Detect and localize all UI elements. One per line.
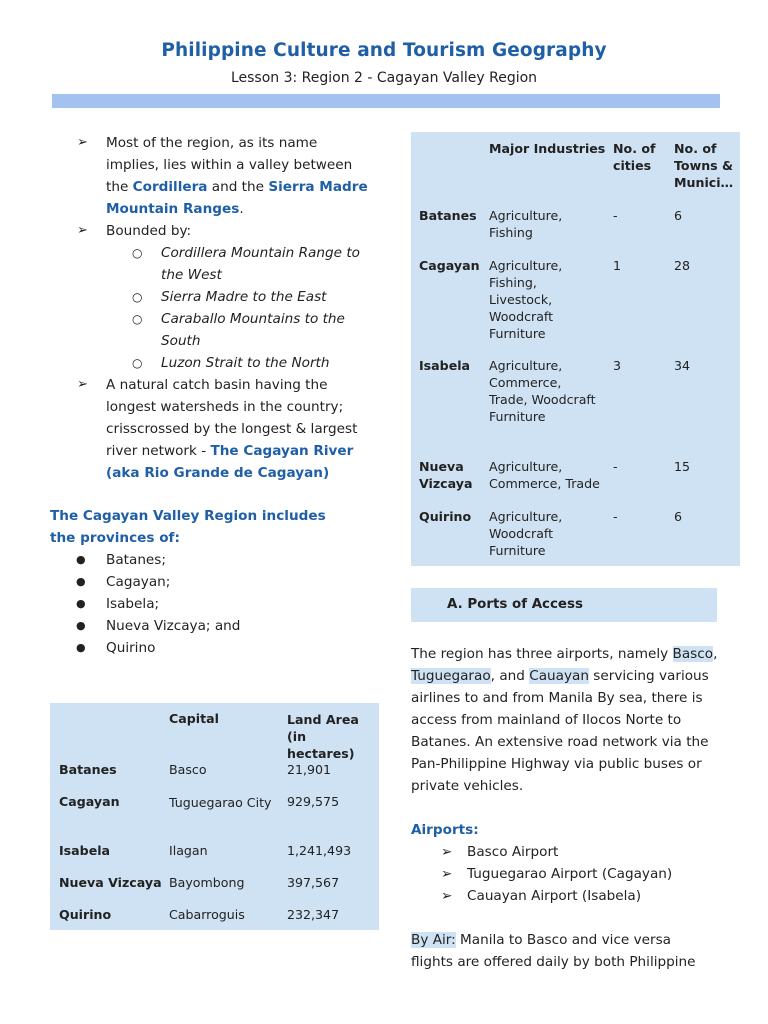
table-cell-towns: 6	[674, 509, 683, 524]
table-cell-towns: 15	[674, 459, 691, 474]
table-cell-industries: Agriculture, Fishing, Livestock, Woodcraft Furniture	[489, 258, 563, 341]
table-cell-province: Nueva Vizcaya	[419, 459, 473, 491]
table-cell-capital: Tuguegarao City	[169, 795, 272, 810]
bullet-valley	[50, 132, 370, 220]
arrow-bullet-icon: ➢	[77, 135, 88, 150]
table-cell-area: 21,901	[287, 762, 332, 777]
table-header-industries: Major Industries	[489, 141, 606, 156]
table-row	[411, 207, 740, 257]
table-cell-area: 397,567	[287, 875, 340, 890]
bullet-text: A natural catch basin having the longest watersheds in the country; crisscrossed by the longest & largest river network -	[106, 377, 358, 459]
dot-bullet-icon: ●	[76, 597, 86, 610]
table-cell-towns: 34	[674, 358, 691, 373]
title-divider-bar	[52, 94, 720, 108]
province-name: Quirino	[106, 640, 156, 656]
circle-bullet-icon: ○	[132, 312, 143, 326]
province-item	[50, 637, 370, 659]
airport-item	[411, 863, 731, 885]
dot-bullet-icon: ●	[76, 553, 86, 566]
table-cell-cities: 3	[613, 358, 622, 373]
tuguegarao-highlight: Tuguegarao	[411, 668, 491, 684]
paragraph-text: servicing various airlines to and from Manila By sea, there is access from mainland of Ilocos Norte to Batanes. An extensive road network via the Pan-Philippine Highway via public buses or private vehicles.	[411, 668, 709, 794]
province-name: Batanes;	[106, 552, 166, 568]
table-cell-cities: -	[613, 459, 618, 474]
by-air-label: By Air:	[411, 932, 456, 948]
province-item	[50, 593, 370, 615]
bullet-bounded	[50, 220, 370, 242]
table-header	[50, 703, 169, 762]
airport-item	[411, 841, 731, 863]
bullet-text: and the	[207, 179, 269, 195]
by-air-paragraph	[411, 929, 711, 973]
airports-section	[411, 819, 731, 907]
bounded-item	[50, 308, 370, 352]
cordillera-highlight: Cordillera	[132, 179, 208, 195]
table-cell-towns: 6	[674, 208, 683, 223]
circle-bullet-icon: ○	[132, 246, 143, 260]
circle-bullet-icon: ○	[132, 290, 143, 304]
paragraph-text: , and	[490, 668, 530, 684]
paragraph-text: ,	[713, 646, 718, 662]
table-row	[50, 875, 379, 907]
bounded-item	[50, 286, 370, 308]
paragraph-text: The region has three airports, namely	[411, 646, 673, 662]
province-name: Cagayan;	[106, 574, 171, 590]
bounded-item-text: Luzon Strait to the North	[161, 355, 330, 371]
province-name: Nueva Vizcaya; and	[106, 618, 241, 634]
table-header-capital: Capital	[169, 711, 219, 726]
capital-land-area-table	[50, 703, 379, 930]
table-row	[411, 458, 740, 508]
arrow-bullet-icon: ➢	[441, 866, 453, 882]
table-cell-province: Quirino	[59, 907, 112, 922]
table-cell-capital: Ilagan	[169, 843, 208, 858]
bounded-item	[50, 352, 370, 374]
bounded-item-text: Sierra Madre to the East	[161, 289, 327, 305]
major-industries-table	[411, 132, 740, 566]
table-header-cities: No. of cities	[613, 141, 656, 173]
table-header	[411, 132, 489, 207]
dot-bullet-icon: ●	[76, 641, 86, 654]
province-name: Isabela;	[106, 596, 160, 612]
province-item	[50, 571, 370, 593]
sierra-madre-highlight: Sierra Madre Mountain Ranges	[106, 179, 368, 217]
bounded-item	[50, 242, 370, 286]
table-cell-province: Cagayan	[59, 794, 120, 809]
bullet-text: Most of the region, as its name implies, lies within a valley between the	[106, 135, 353, 195]
dot-bullet-icon: ●	[76, 575, 86, 588]
table-cell-province: Cagayan	[419, 258, 480, 273]
by-air-text: Manila to Basco and vice versa flights are offered daily by both Philippine	[411, 932, 696, 970]
table-cell-capital: Bayombong	[169, 875, 245, 890]
bullet-text: .	[239, 201, 244, 217]
province-item	[50, 549, 370, 571]
provinces-heading: The Cagayan Valley Region includes the provinces of:	[50, 508, 326, 546]
table-cell-industries: Agriculture, Woodcraft Furniture	[489, 509, 563, 558]
table-row	[411, 508, 740, 566]
basco-highlight: Basco	[672, 646, 714, 662]
table-cell-province: Quirino	[419, 509, 472, 524]
arrow-bullet-icon: ➢	[441, 844, 453, 860]
table-cell-cities: -	[613, 208, 618, 223]
table-cell-cities: 1	[613, 258, 622, 273]
ports-paragraph	[411, 643, 731, 797]
table-row	[411, 357, 740, 458]
arrow-bullet-icon: ➢	[441, 888, 453, 904]
table-cell-industries: Agriculture, Commerce, Trade	[489, 459, 600, 491]
table-cell-capital: Cabarroguis	[169, 907, 245, 922]
left-column	[50, 132, 370, 659]
table-cell-area: 929,575	[287, 794, 340, 809]
document-title: Philippine Culture and Tourism Geography	[161, 40, 607, 61]
bounded-item-text: Cordillera Mountain Range to the West	[161, 245, 360, 283]
airport-name: Tuguegarao Airport (Cagayan)	[467, 866, 673, 882]
table-header-towns: No. of Towns & Munici…	[674, 141, 734, 190]
circle-bullet-icon: ○	[132, 356, 143, 370]
airport-item	[411, 885, 731, 907]
airports-heading: Airports:	[411, 822, 479, 838]
bounded-list	[50, 242, 370, 374]
table-cell-industries: Agriculture, Commerce, Trade, Woodcraft Furniture	[489, 358, 596, 424]
document-subtitle: Lesson 3: Region 2 - Cagayan Valley Region	[230, 70, 538, 86]
table-cell-province: Batanes	[419, 208, 477, 223]
ports-of-access-heading: A. Ports of Access	[447, 597, 583, 612]
table-cell-industries: Agriculture, Fishing	[489, 208, 563, 240]
table-row	[50, 907, 379, 939]
province-item	[50, 615, 370, 637]
table-row	[411, 257, 740, 357]
bullet-catch-basin	[50, 374, 370, 484]
table-cell-towns: 28	[674, 258, 691, 273]
cauayan-highlight: Cauayan	[529, 668, 589, 684]
table-header-land-area: Land Area (in hectares)	[287, 712, 359, 761]
arrow-bullet-icon: ➢	[77, 377, 88, 392]
table-row	[50, 794, 379, 843]
table-row	[50, 762, 379, 794]
dot-bullet-icon: ●	[76, 619, 86, 632]
arrow-bullet-icon: ➢	[77, 223, 88, 238]
table-cell-cities: -	[613, 509, 618, 524]
table-cell-province: Batanes	[59, 762, 117, 777]
table-cell-area: 1,241,493	[287, 843, 352, 858]
table-cell-capital: Basco	[169, 762, 207, 777]
table-row	[50, 843, 379, 875]
table-cell-province: Nueva Vizcaya	[59, 875, 162, 890]
cagayan-river-highlight: The Cagayan River (aka Rio Grande de Cagayan)	[106, 443, 354, 481]
airport-name: Cauayan Airport (Isabela)	[467, 888, 642, 904]
airport-name: Basco Airport	[467, 844, 559, 860]
table-cell-area: 232,347	[287, 907, 340, 922]
bounded-item-text: Caraballo Mountains to the South	[161, 311, 345, 349]
ports-of-access-heading-box	[411, 588, 717, 622]
bounded-label: Bounded by:	[106, 223, 192, 239]
provinces-list	[50, 549, 370, 659]
table-cell-province: Isabela	[59, 843, 111, 858]
table-cell-province: Isabela	[419, 358, 471, 373]
